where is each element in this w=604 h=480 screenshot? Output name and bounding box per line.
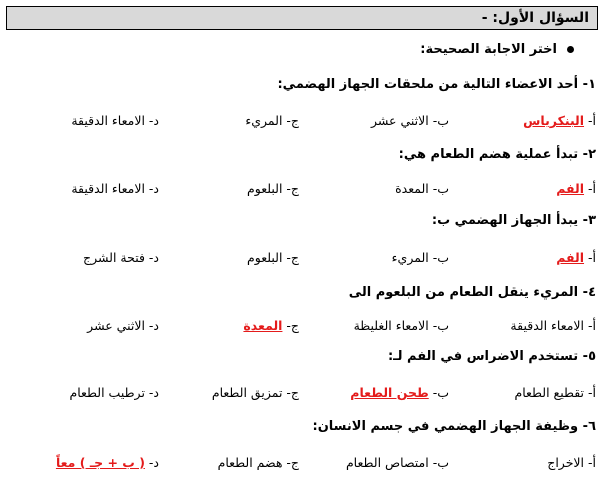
option-text: الامعاء الغليظة bbox=[353, 318, 429, 333]
question-2-option-1 bbox=[556, 181, 596, 196]
question-4: ٤- المريء ينقل الطعام من البلعوم الى bbox=[348, 285, 596, 300]
question-5-option-1 bbox=[514, 385, 596, 400]
option-prefix: أ- bbox=[584, 385, 596, 400]
option-prefix: ج- bbox=[282, 455, 299, 470]
question-5-option-2 bbox=[350, 385, 449, 400]
question-5-option-4 bbox=[69, 385, 159, 400]
question-3-option-3 bbox=[247, 250, 299, 265]
option-prefix: ب- bbox=[428, 250, 449, 265]
question-1-option-4 bbox=[71, 113, 159, 128]
option-text: البلعوم bbox=[247, 250, 283, 265]
question-1: ١- أحد الاعضاء التالية من ملحقات الجهاز الهضمي: bbox=[277, 77, 596, 92]
question-6: ٦- وظيفة الجهاز الهضمي في جسم الانسان: bbox=[312, 419, 596, 434]
option-prefix: أ- bbox=[584, 455, 596, 470]
question-4-option-2 bbox=[354, 318, 449, 333]
option-text: الاثني عشر bbox=[87, 318, 145, 333]
option-text: الامعاء الدقيقة bbox=[71, 181, 145, 196]
question-6-option-2 bbox=[346, 455, 449, 470]
question-header-title: السؤال الأول: - bbox=[481, 10, 589, 26]
option-text: الاخراج bbox=[547, 455, 585, 470]
question-3-option-4 bbox=[83, 250, 159, 265]
question-4-option-4 bbox=[87, 318, 159, 333]
question-1-option-1 bbox=[523, 113, 596, 128]
option-text: الامعاء الدقيقة bbox=[510, 318, 585, 333]
option-prefix: أ- bbox=[584, 318, 596, 333]
option-text: الامعاء الدقيقة bbox=[71, 113, 145, 128]
option-text: المريء bbox=[391, 250, 429, 265]
question-3: ٣- يبدأ الجهاز الهضمي ب: bbox=[431, 213, 596, 228]
option-text: امتصاص الطعام bbox=[345, 455, 429, 470]
option-text: تقطيع الطعام bbox=[514, 385, 585, 400]
correct-answer: الفم bbox=[556, 250, 585, 265]
question-3-option-2 bbox=[392, 250, 449, 265]
option-text: الاثني عشر bbox=[370, 113, 429, 128]
question-6-option-4 bbox=[56, 455, 159, 470]
option-prefix: د- bbox=[144, 113, 159, 128]
question-2-option-4 bbox=[71, 181, 159, 196]
instruction bbox=[420, 42, 574, 57]
question-3-option-1 bbox=[556, 250, 596, 265]
question-4-option-1 bbox=[510, 318, 596, 333]
option-text: تمزيق الطعام bbox=[211, 385, 283, 400]
bullet-icon bbox=[567, 46, 574, 53]
instruction-text: اختر الاجابة الصحيحة: bbox=[420, 42, 557, 57]
question-2-option-2 bbox=[395, 181, 449, 196]
question-2: ٢- تبدأ عملية هضم الطعام هي: bbox=[398, 147, 596, 162]
correct-answer: طحن الطعام bbox=[350, 385, 429, 400]
option-prefix: أ- bbox=[584, 181, 596, 196]
option-prefix: ج- bbox=[282, 385, 299, 400]
option-prefix: ج- bbox=[282, 250, 299, 265]
correct-answer: البنكرياس bbox=[523, 113, 585, 128]
option-prefix: ج- bbox=[282, 318, 299, 333]
option-text: هضم الطعام bbox=[217, 455, 283, 470]
correct-answer: الفم bbox=[556, 181, 585, 196]
option-prefix: ب- bbox=[428, 385, 449, 400]
correct-answer: ( ب + جـ ) معاً bbox=[55, 455, 145, 470]
option-prefix: ج- bbox=[282, 113, 299, 128]
question-1-option-2 bbox=[371, 113, 449, 128]
option-prefix: ب- bbox=[428, 113, 449, 128]
question-5-option-3 bbox=[212, 385, 299, 400]
option-text: فتحة الشرج bbox=[83, 250, 145, 265]
option-text: ترطيب الطعام bbox=[69, 385, 145, 400]
option-prefix: ب- bbox=[428, 455, 449, 470]
question-header bbox=[6, 6, 598, 30]
option-text: المعدة bbox=[395, 181, 429, 196]
question-2-option-3 bbox=[247, 181, 299, 196]
option-prefix: أ- bbox=[584, 113, 596, 128]
option-prefix: د- bbox=[144, 455, 159, 470]
question-5: ٥- تستخدم الاضراس في الفم لـ: bbox=[387, 349, 596, 364]
option-prefix: د- bbox=[144, 318, 159, 333]
question-6-option-3 bbox=[218, 455, 299, 470]
option-prefix: ب- bbox=[428, 318, 449, 333]
option-prefix: أ- bbox=[584, 250, 596, 265]
option-text: البلعوم bbox=[247, 181, 283, 196]
option-prefix: د- bbox=[144, 385, 159, 400]
correct-answer: المعدة bbox=[243, 318, 283, 333]
question-1-option-3 bbox=[245, 113, 299, 128]
option-prefix: د- bbox=[144, 250, 159, 265]
question-4-option-3 bbox=[243, 318, 299, 333]
option-prefix: ب- bbox=[428, 181, 449, 196]
question-6-option-1 bbox=[547, 455, 596, 470]
option-prefix: د- bbox=[144, 181, 159, 196]
option-prefix: ج- bbox=[282, 181, 299, 196]
option-text: المريء bbox=[245, 113, 283, 128]
